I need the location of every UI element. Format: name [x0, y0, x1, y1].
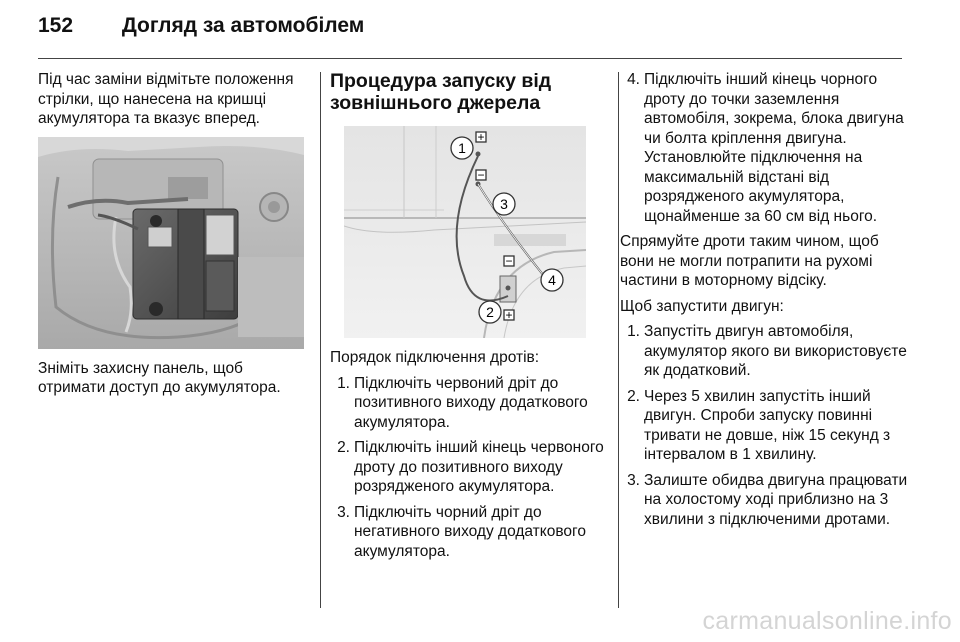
column-2 — [330, 70, 606, 567]
list-item: 1. Підключіть червоний дріт до позитивного виходу додаткового акумулятора. — [337, 374, 588, 431]
svg-text:3: 3 — [500, 196, 508, 212]
connection-steps-continued — [620, 70, 912, 226]
plus-sign-top: + — [477, 130, 485, 144]
photo-caption: Зніміть захисну панель, щоб отримати доступ до акумулятора. — [38, 359, 281, 396]
list-item: 2. Підключіть інший кінець червоного дроту до позитивного виходу розрядженого акумулятора. — [337, 439, 604, 495]
minus-sign-bottom: − — [505, 254, 513, 268]
order-intro: Порядок підключення дротів: — [330, 349, 540, 366]
jump-start-diagram — [344, 126, 586, 338]
callout-2 — [479, 301, 501, 323]
minus-sign-top: − — [477, 168, 485, 182]
column-3 — [620, 70, 912, 535]
list-item: 4. Підключіть інший кінець чорного дроту до точки заземлення автомобіля, зокрема, блока двигуна чи болта кріплення двигуна. Установлюйте підключення на максимальній відстані від розрядженого акумулятора, щонайменше за 60 см від нього. — [627, 71, 904, 225]
cable-routing-note: Спрямуйте дроти таким чином, щоб вони не могли потрапити на рухомі частини в моторному відсіку. — [620, 233, 879, 289]
header-rule — [38, 58, 902, 59]
battery-photo — [38, 137, 304, 349]
start-intro: Щоб запустити двигун: — [620, 297, 784, 315]
list-item: 2. Через 5 хвилин запустіть інший двигун. Спроби запуску повинні тривати не довше, ніж 15 секунд з інтервалом в 1 хвилину. — [627, 387, 891, 463]
intro-paragraph: Під час заміни відмітьте положення стрілки, що нанесена на кришці акумулятора та вказує вперед. — [38, 71, 294, 127]
start-steps — [620, 322, 912, 529]
list-item: 1. Запустіть двигун автомобіля, акумулятор якого ви використовуєте як додатковий. — [627, 323, 907, 379]
column-divider-2 — [618, 72, 619, 608]
callout-1 — [451, 137, 473, 159]
list-item: 3. Підключіть чорний дріт до негативного виходу додаткового акумулятора. — [337, 503, 586, 560]
page-header — [38, 14, 364, 38]
connection-steps — [330, 374, 606, 562]
callout-3 — [493, 193, 515, 215]
svg-text:1: 1 — [458, 140, 466, 156]
svg-text:2: 2 — [486, 304, 494, 320]
page-title: Догляд за автомобілем — [121, 14, 365, 37]
plus-sign-bottom: + — [505, 308, 513, 322]
section-heading: Процедура запуску від зовнішнього джерела — [330, 70, 552, 114]
page-number: 152 — [38, 14, 74, 37]
column-divider-1 — [320, 72, 321, 608]
svg-text:4: 4 — [548, 272, 556, 288]
watermark: carmanualsonline.info — [702, 607, 952, 635]
list-item: 3. Залиште обидва двигуна працювати на холостому ході приблизно на 3 хвилини з підключеними дротами. — [627, 471, 908, 528]
column-1 — [38, 70, 308, 404]
callout-4 — [541, 269, 563, 291]
